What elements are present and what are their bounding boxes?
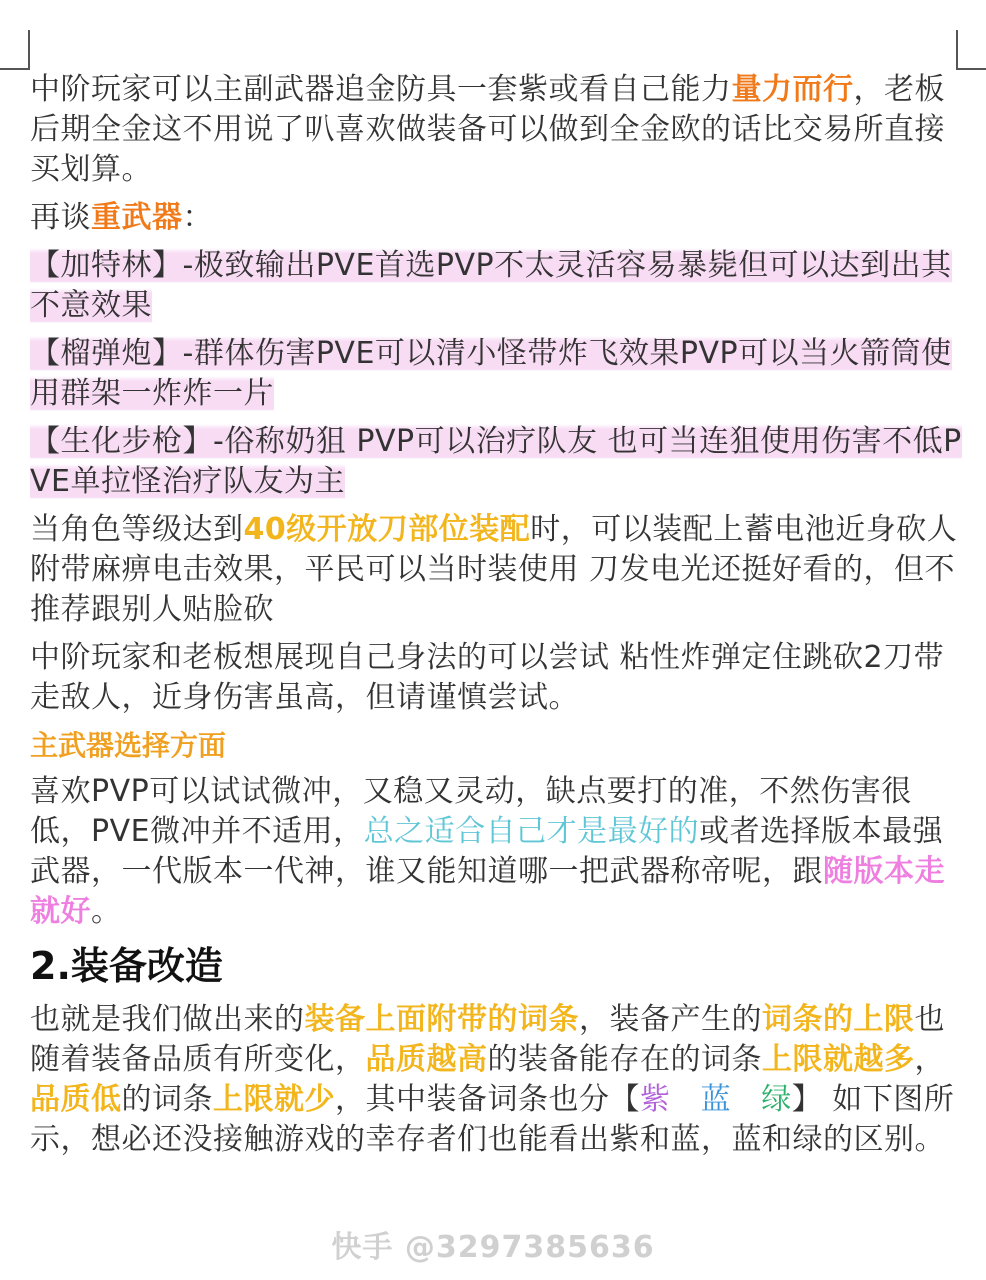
paragraph-intro (30, 70, 965, 190)
section-heading-equipment-mod: 2.装备改造 (30, 944, 223, 988)
weapon-desc: -群体伤害PVE可以清小怪带炸飞效果PVP可以当火箭筒使用群架一炸炸一片 (30, 336, 952, 411)
movement-text: 中阶玩家和老板想展现自己身法的可以尝试 粘性炸弹定住跳砍2刀带走敌人，近身伤害虽高，但请谨慎尝试。 (30, 640, 945, 715)
mod-color-blue: 蓝 (700, 1082, 732, 1117)
document-body (30, 70, 965, 1168)
blade-highlight: 40级开放刀部位装配 (243, 512, 531, 547)
heavy-weapons-colon: ： (182, 200, 213, 235)
blade-text-end: 时，可以装配上蓄电池近身砍人附带麻痹电击效果，平民可以当时装使用 刀发电光还挺好看的，但不推荐跟别人贴脸砍 (30, 512, 958, 627)
main-weapon-highlight-pink: 随版本走就好 (30, 854, 945, 929)
mod-text-c: ，装备产生的 (579, 1002, 762, 1037)
mod-highlight-d: 词条的上限 (762, 1002, 915, 1037)
intro-highlight: 量力而行 (731, 72, 854, 107)
intro-text-end: ，老板后期全金这不用说了叭喜欢做装备可以做到全金欧的话比交易所直接买划算。 (30, 72, 945, 187)
main-weapon-text-mid: 或者选择版本最强武器，一代版本一代神，谁又能知道哪一把武器称帝呢，跟 (30, 814, 944, 889)
main-weapon-text-end: 。 (91, 894, 122, 929)
crop-mark-right-vertical (956, 30, 958, 70)
mod-color-purple: 紫 (640, 1082, 671, 1117)
main-weapon-text: 喜欢PVP可以试试微冲，又稳又灵动，缺点要打的准，不然伤害很低，PVE微冲并不适用， (30, 774, 912, 849)
weapon-name: 【榴弹炮】 (30, 336, 183, 371)
mod-highlight-l: 上限就少 (213, 1082, 335, 1117)
mod-highlight-b: 装备上面附带的词条 (304, 1002, 579, 1037)
paragraph-equipment-mod (30, 1000, 965, 1160)
mod-text-g: 的装备能存在的词条 (487, 1042, 762, 1077)
mod-text-a: 也就是我们做出来的 (30, 1002, 305, 1037)
weapon-item-bio-rifle (30, 422, 965, 502)
weapon-name: 【加特林】 (30, 248, 183, 283)
mod-highlight-f: 品质越高 (365, 1042, 488, 1077)
weapon-desc: -俗称奶狙 PVP可以治疗队友 也可当连狙使用伤害不低PVE单拉怪治疗队友为主 (30, 424, 962, 499)
mod-color-green: 绿 (761, 1082, 792, 1117)
weapon-item-gatling (30, 246, 965, 326)
mod-text-m: ，其中装备词条也分【 (335, 1082, 640, 1117)
weapon-item-grenade-launcher (30, 334, 965, 414)
crop-mark-left-vertical (28, 30, 30, 70)
intro-text: 中阶玩家可以主副武器追金防具一套紫或看自己能力 (30, 72, 732, 107)
mod-highlight-h: 上限就越多 (762, 1042, 915, 1077)
watermark-text: 快手 @3297385636 (331, 1230, 655, 1265)
main-weapon-highlight-teal: 总之适合自己才是最好的 (363, 814, 700, 849)
paragraph-movement (30, 638, 965, 718)
paragraph-main-weapon (30, 772, 965, 932)
crop-mark-left-horizontal (0, 68, 30, 70)
heavy-weapons-highlight: 重武器 (91, 200, 183, 235)
paragraph-blade (30, 510, 965, 630)
weapon-name: 【生化步枪】 (30, 424, 213, 459)
mod-text-q: 】 如下图所示，想必还没接触游戏的幸存者们也能看出紫和蓝，蓝和绿的区别。 (30, 1082, 955, 1157)
paragraph-heavy-weapons (30, 198, 965, 238)
mod-text-e: 也随着装备品质有所变化， (30, 1002, 945, 1077)
weapon-desc: -极致输出PVE首选PVP不太灵活容易暴毙但可以达到出其不意效果 (30, 248, 952, 323)
mod-text-k: 的词条 (121, 1082, 213, 1117)
mod-highlight-j: 品质低 (30, 1082, 122, 1117)
subheading-main-weapon: 主武器选择方面 (30, 729, 227, 762)
heavy-weapons-prefix: 再谈 (30, 200, 91, 235)
blade-text: 当角色等级达到 (30, 512, 244, 547)
mod-text-i: ， (914, 1042, 945, 1077)
